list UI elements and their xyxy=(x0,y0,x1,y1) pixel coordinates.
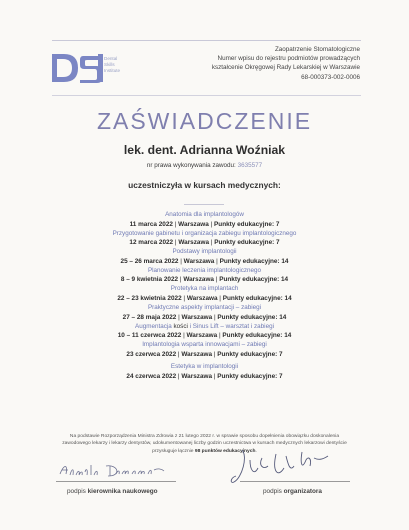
course-dates: 27 – 28 maja 2022 xyxy=(122,313,177,321)
course-title xyxy=(0,323,409,332)
course-title: Przygotowanie gabinetu i organizacja zabiegu implantologicznego xyxy=(112,229,297,237)
course-dates: 25 – 26 marca 2022 xyxy=(120,257,179,265)
course-title: Protetyka na implantach xyxy=(170,285,239,293)
course-title: Implantologia wsparta innowacjami – zabiegi xyxy=(142,341,267,349)
course-dates: 22 – 23 kwietnia 2022 xyxy=(117,294,182,302)
top-rule xyxy=(52,40,361,41)
header-divider xyxy=(52,95,361,96)
right-signature xyxy=(228,448,333,488)
course-details: 12 marca 2022 | Warszawa | Punkty edukacyjne: 7 xyxy=(129,239,280,247)
attended-statement: uczestniczyła w kursach medycznych: xyxy=(128,180,281,190)
course-dates: 23 czerwca 2022 xyxy=(126,350,177,358)
course-city: Warszawa xyxy=(183,257,215,265)
legal-text-end: . xyxy=(255,448,257,454)
course-city: Warszawa xyxy=(181,313,213,321)
signature-line-left xyxy=(56,481,176,482)
course-points: Punkty edukacyjne: 14 xyxy=(219,276,289,284)
course-dates: 24 czerwca 2022 xyxy=(126,372,177,380)
office-line: Zaopatrzenie Stomatologiczne xyxy=(274,46,360,53)
left-signature xyxy=(58,462,168,480)
caption-role: organizatora xyxy=(283,488,322,495)
license-label: nr prawa wykonywania zawodu: xyxy=(146,162,236,169)
course-city: Warszawa xyxy=(178,220,209,228)
course-item xyxy=(0,267,409,286)
course-points: Punkty edukacyjne: 7 xyxy=(217,350,283,358)
course-points: Punkty edukacyjne: 7 xyxy=(214,220,280,228)
short-divider xyxy=(184,204,224,205)
course-item xyxy=(0,230,409,249)
office-line: kształcenie Okręgowej Rady Lekarskiej w Warszawie xyxy=(211,64,360,72)
course-item xyxy=(0,211,409,230)
certificate-title: ZAŚWIADCZENIE xyxy=(96,108,313,134)
logo-sub-line: Institute xyxy=(104,68,121,73)
caption-prefix: podpis xyxy=(263,488,284,495)
office-info xyxy=(160,45,360,82)
course-details: 25 – 26 marca 2022 | Warszawa | Punkty edukacyjne: 14 xyxy=(120,257,289,265)
course-city: Warszawa xyxy=(178,239,210,247)
logo-sub-line: Dental xyxy=(104,56,118,61)
office-registry-number: 68-000373-002-0006 xyxy=(301,73,360,81)
course-dates: 11 marca 2022 xyxy=(129,220,173,228)
course-details: 22 – 23 kwietnia 2022 | Warszawa | Punkty edukacyjne: 14 xyxy=(117,294,292,302)
course-details: 8 – 9 kwietnia 2022 | Warszawa | Punkty edukacyjne: 14 xyxy=(120,276,289,284)
course-details: 27 – 28 maja 2022 | Warszawa | Punkty edukacyjne: 14 xyxy=(122,313,287,321)
course-item xyxy=(0,304,409,323)
course-item xyxy=(0,285,409,304)
course-title: Podstawy implantologii xyxy=(172,248,237,256)
course-title-part: kości xyxy=(173,322,188,330)
signature-caption-left xyxy=(67,488,158,495)
course-points: Punkty edukacyjne: 7 xyxy=(214,239,280,247)
course-city: Warszawa xyxy=(181,372,213,380)
course-item xyxy=(0,363,409,382)
course-dates: 12 marca 2022 xyxy=(129,239,174,247)
course-title-part: Augmentacja xyxy=(135,322,174,330)
course-city: Warszawa xyxy=(181,350,213,358)
office-line: Numer wpisu do rejestru podmiotów prowadzących xyxy=(217,55,360,63)
course-item xyxy=(0,341,409,358)
course-points: Punkty edukacyjne: 7 xyxy=(217,372,283,380)
logo-subtitle xyxy=(104,56,120,74)
course-dates: 10 – 11 czerwca 2022 xyxy=(117,332,182,340)
course-city: Warszawa xyxy=(186,332,218,340)
course-title-part: i Sinus Lift – warsztat i zabiegi xyxy=(187,322,274,330)
course-city: Warszawa xyxy=(186,294,218,302)
course-city: Warszawa xyxy=(183,276,214,284)
caption-role: kierownika naukowego xyxy=(87,488,158,495)
legal-points-total: 98 punktów edukacyjnych xyxy=(194,448,256,454)
signature-line-right xyxy=(240,481,350,482)
course-details: 10 – 11 czerwca 2022 | Warszawa | Punkty edukacyjne: 14 xyxy=(117,332,292,340)
signature-caption-right xyxy=(263,488,322,495)
course-title: Estetyka w implantologii xyxy=(170,363,239,371)
legal-text: Na podstawie Rozporządzenia Ministra Zdrowia z 21 lutego 2022 r. w sprawie sposobu dopełnienia obowiązku doskonalenia zawodowego lekarzy i lekarzy dentystów, udokumentowanej liczby godzin uczestnictwa w kursach medycznych lekarzowi dentyście przysługuje łącznie xyxy=(62,434,347,454)
course-points: Punkty edukacyjne: 14 xyxy=(222,332,292,340)
course-title: Praktyczne aspekty implantacji – zabiegi xyxy=(147,303,262,311)
course-points: Punkty edukacyjne: 14 xyxy=(222,294,292,302)
course-details: 24 czerwca 2022 | Warszawa | Punkty edukacyjne: 7 xyxy=(126,372,283,380)
course-details: 11 marca 2022 | Warszawa | Punkty edukacyjne: 7 xyxy=(129,220,280,228)
course-details: 23 czerwca 2022 | Warszawa | Punkty edukacyjne: 7 xyxy=(126,350,283,358)
license-number: 3635577 xyxy=(237,162,263,169)
recipient-name: lek. dent. Adrianna Woźniak xyxy=(123,143,286,157)
course-list xyxy=(0,211,409,382)
course-item xyxy=(0,248,409,267)
course-dates: 8 – 9 kwietnia 2022 xyxy=(120,276,179,284)
license-line xyxy=(0,162,409,169)
course-title: Anatomia dla implantologów xyxy=(165,211,244,218)
dsi-logo xyxy=(50,52,140,84)
course-points: Punkty edukacyjne: 14 xyxy=(219,257,289,265)
logo-sub-line: Skills xyxy=(104,62,115,67)
course-item xyxy=(0,323,409,342)
caption-prefix: podpis xyxy=(67,488,88,495)
course-points: Punkty edukacyjne: 14 xyxy=(217,313,287,321)
course-title: Planowanie leczenia implantologicznego xyxy=(147,266,262,274)
